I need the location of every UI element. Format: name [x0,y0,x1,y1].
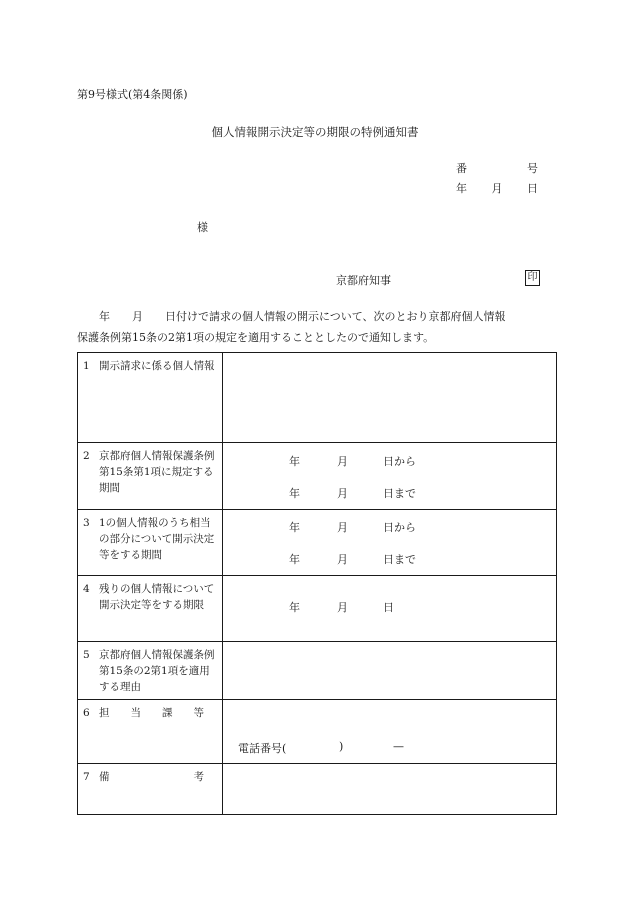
row-label [99,705,204,721]
row-label-cell [78,510,223,576]
table-row [78,576,557,642]
row-number: 3 [83,517,90,529]
table-row [78,764,557,815]
label-char: 課 [162,707,173,719]
table-row [78,510,557,576]
document-date-line [456,182,538,202]
row-value-cell[interactable] [223,764,557,815]
row-number: 1 [83,360,90,372]
form-number: 第9号様式(第4条関係) [77,88,188,101]
row-label-cell [78,700,223,764]
year-label: 年 [289,487,300,500]
row-value-cell[interactable] [223,642,557,700]
intro-paragraph [77,306,557,348]
notice-form-table [77,352,557,815]
row-value-cell[interactable] [223,353,557,443]
month-label: 月 [337,601,348,614]
label-char: 担 [99,707,110,719]
document-number-block [456,162,538,202]
issuer-name: 京都府知事 [336,274,391,287]
ban-label: 番 [456,162,467,175]
row-label-cell [78,764,223,815]
day-suffix: 日まで [383,553,416,566]
date-from-line [223,520,556,536]
row-number: 5 [83,649,90,661]
row-value-cell[interactable] [223,576,557,642]
day-label: 日 [527,182,538,195]
day-suffix: 日から [383,521,416,534]
date-to-line [223,486,556,502]
go-label: 号 [527,162,538,175]
row-label [99,769,204,785]
row-label-cell [78,353,223,443]
table-row [78,443,557,510]
year-label: 年 [289,601,300,614]
year-label: 年 [289,553,300,566]
row-number: 6 [83,707,90,719]
row-label: 開示請求に係る個人情報 [99,360,215,372]
month-label: 月 [337,553,348,566]
phone-label: 電話番号( [238,742,287,755]
intro-line-1: 年 月 日付けで請求の個人情報の開示について、次のとおり京都府個人情報 [99,310,506,323]
row-label: 1の個人情報のうち相当の部分について開示決定等をする期間 [99,517,215,561]
label-char: 備 [99,771,110,783]
phone-number-line [223,740,556,756]
day-suffix: 日 [383,601,394,614]
row-label: 京都府個人情報保護条例第15条の2第1項を適用する理由 [99,649,215,693]
row-number: 7 [83,771,90,783]
day-suffix: 日から [383,455,416,468]
deadline-date-line [223,600,556,616]
day-suffix: 日まで [383,487,416,500]
row-number: 4 [83,583,90,595]
table-row [78,353,557,443]
row-label-cell [78,576,223,642]
document-number-line [456,162,538,182]
label-char: 当 [130,707,141,719]
table-row [78,700,557,764]
month-label: 月 [337,455,348,468]
year-label: 年 [289,521,300,534]
row-number: 2 [83,450,90,462]
row-value-cell[interactable] [223,443,557,510]
table-row [78,642,557,700]
label-char: 等 [193,707,204,719]
intro-line-2: 保護条例第15条の2第1項の規定を適用することとしたので通知します。 [77,331,435,344]
document-title: 個人情報開示決定等の期限の特例通知書 [211,125,419,139]
row-value-cell[interactable] [223,510,557,576]
date-from-line [223,454,556,470]
label-char: 考 [193,771,204,783]
row-label: 残りの個人情報について開示決定等をする期限 [99,583,215,611]
row-label: 京都府個人情報保護条例第15条第1項に規定する期間 [99,450,215,494]
seal-mark: 印 [525,270,540,286]
month-label: 月 [337,487,348,500]
phone-dash: — [393,740,404,753]
date-to-line [223,552,556,568]
month-label: 月 [337,521,348,534]
month-label: 月 [491,182,503,195]
year-label: 年 [456,182,467,195]
row-value-cell[interactable] [223,700,557,764]
phone-close-paren: ) [339,740,344,753]
row-label-cell [78,642,223,700]
addressee-suffix: 様 [197,221,208,234]
year-label: 年 [289,455,300,468]
row-label-cell [78,443,223,510]
